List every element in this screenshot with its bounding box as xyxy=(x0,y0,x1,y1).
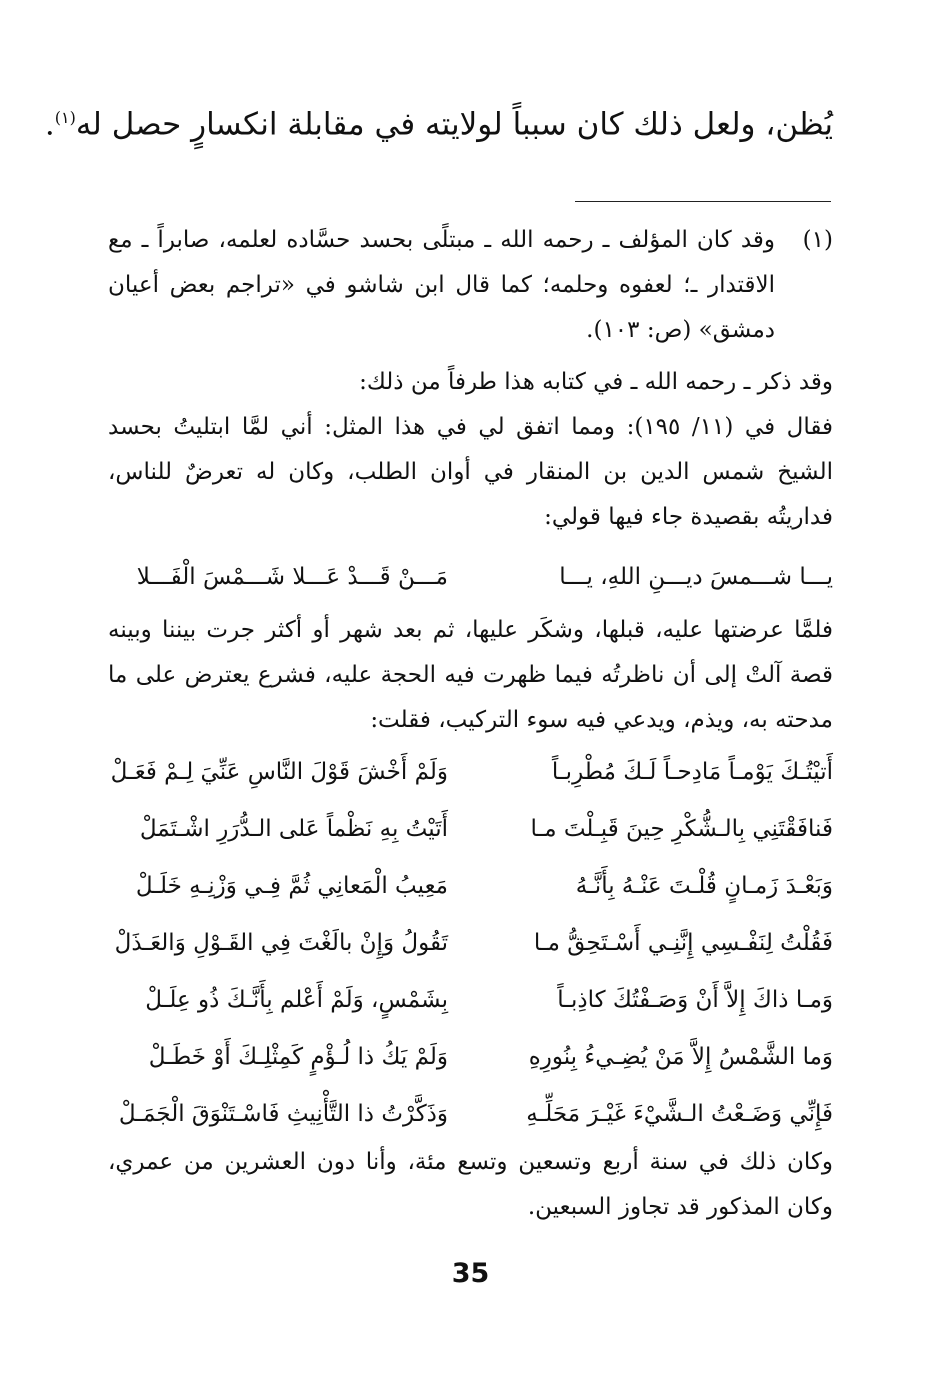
main-text: يُظن، ولعل ذلك كان سبباً لولايته في مقابلة انكسارٍ حصل له xyxy=(75,106,833,143)
verse-first-hemistich: يـــا شـــمسَ ديـــنِ اللهِ، يـــا xyxy=(559,564,833,590)
poem-line-5 xyxy=(108,976,833,1024)
footnote-paragraph-1 xyxy=(108,218,833,353)
poem-line-3-first: وَبَعْـدَ زَمـانٍ قُلْـتَ عَنْـهُ بِأَنَّـهُ xyxy=(575,873,833,899)
poem-line-1-first: أَتيْتُـكَ يَوْمـاً مَادِحـاً لَـكَ مُطْرِبـاً xyxy=(551,759,833,785)
poem-line-1-second: وَلَمْ أَخْشَ قَوْلَ النَّاسِ عَنِّيَ لِـمْ فَعَـلْ xyxy=(110,759,448,785)
poem-line-4-first: فَقُلْتُ لِنَفْـسِي إِنَّنِـي أَسْـتَحِقُّ مـا xyxy=(533,930,833,956)
poem-line-6-first: وَما الشَّمْسُ إِلاَّ مَنْ يُضِـيءُ بِنُورِهِ xyxy=(528,1044,833,1070)
footnote-reference: (١) xyxy=(54,108,76,127)
footnote-paragraph-2: وقد ذكر ـ رحمه الله ـ في كتابه هذا طرفاً من ذلك: xyxy=(359,369,833,395)
main-text-end: . xyxy=(44,106,55,143)
poem-line-6-second: وَلَمْ يَكُ ذا لُـؤْمٍ كَمِثْلِـكَ أَوْ خَطَـلْ xyxy=(148,1044,448,1070)
main-text-line xyxy=(44,92,833,150)
poem-line-4-second: تَقُولُ وَإِنْ بالَغْتَ فِي القَـوْلِ وَالعَـذَلْ xyxy=(114,930,448,956)
poem-line-7-second: وَذَكَّرْتُ ذا التَّأْنِيثِ فَاسْـتَنْوَقَ الْجَمَـلْ xyxy=(118,1101,448,1127)
poem-line-5-second: بِشَمْسٍ، وَلَمْ أَعْلم بِأَنَّـكَ ذُو عِلَـلْ xyxy=(145,987,448,1013)
footnote-text-1: وقد كان المؤلف ـ رحمه الله ـ مبتلًى بحسد حسَّاده لعلمه، صابراً ـ مع الاقتدار ـ؛ لعفوه وحلمه؛ كما قال ابن شاشو في «تراجم بعض أعيان دمشق» (ص: ١٠٣). xyxy=(108,227,775,343)
poem-line-2-first: فَنافَقْتَنِي بِالـشُّكْرِ حِينَ قَبِـلْتَ مـا xyxy=(530,816,833,842)
poem-line-2 xyxy=(108,805,833,853)
footnote-paragraph-3: فقال في (١١/ ١٩٥): ومما اتفق لي في هذا المثل: أني لمَّا ابتليتُ بحسد الشيخ شمس الدين بن المنقار في أوان الطلب، وكان له تعرضٌ للناس، فداريتُه بقصيدة جاء فيها قولي: xyxy=(108,414,833,530)
poem-line-3-second: مَعِيبُ الْمَعانِي ثُمَّ فِـي وَزْنِـهِ خَلَـلْ xyxy=(135,873,448,899)
poem-line-3 xyxy=(108,862,833,910)
page-number: 35 xyxy=(451,1258,490,1289)
verse-row xyxy=(108,553,833,601)
footnote-separator xyxy=(575,201,831,202)
poem-line-7 xyxy=(108,1090,833,1138)
verse-second-hemistich: مَـــنْ قَـــدْ عَـــلا شَـــمْسَ الْفَـــلا xyxy=(136,564,448,590)
footnote-paragraph-4: فلمَّا عرضتها عليه، قبلها، وشكَر عليها، ثم بعد شهر أو أكثر جرت بيننا وبينه قصة آلتْ إلى أن ناظرتُه فيما ظهرت فيه الحجة عليه، فشرع يعترض على ما مدحته به، ويذم، ويدعي فيه سوء التركيب، فقلت: xyxy=(108,617,833,733)
poem-line-1 xyxy=(108,748,833,796)
footnote-paragraph-5: وكان ذلك في سنة أربع وتسعين وتسع مئة، وأنا دون العشرين من عمري، وكان المذكور قد تجاوز السبعين. xyxy=(108,1149,833,1220)
poem-line-5-first: وَمـا ذاكَ إِلاَّ أَنْ وَصَـفْتُكَ كاذِبـاً xyxy=(557,987,833,1013)
poem-line-4 xyxy=(108,919,833,967)
poem-line-6 xyxy=(108,1033,833,1081)
poem-line-7-first: فَإِنِّي وَضَـعْتُ الـشَّيْءَ غَيْـرَ مَحَلِّـهِ xyxy=(526,1101,833,1127)
poem-line-2-second: أَتَيْتُ بِهِ نَظْماً عَلى الـدُّرَرِ اشْـتَمَلْ xyxy=(139,816,448,842)
footnote-number: (١) xyxy=(802,227,833,253)
